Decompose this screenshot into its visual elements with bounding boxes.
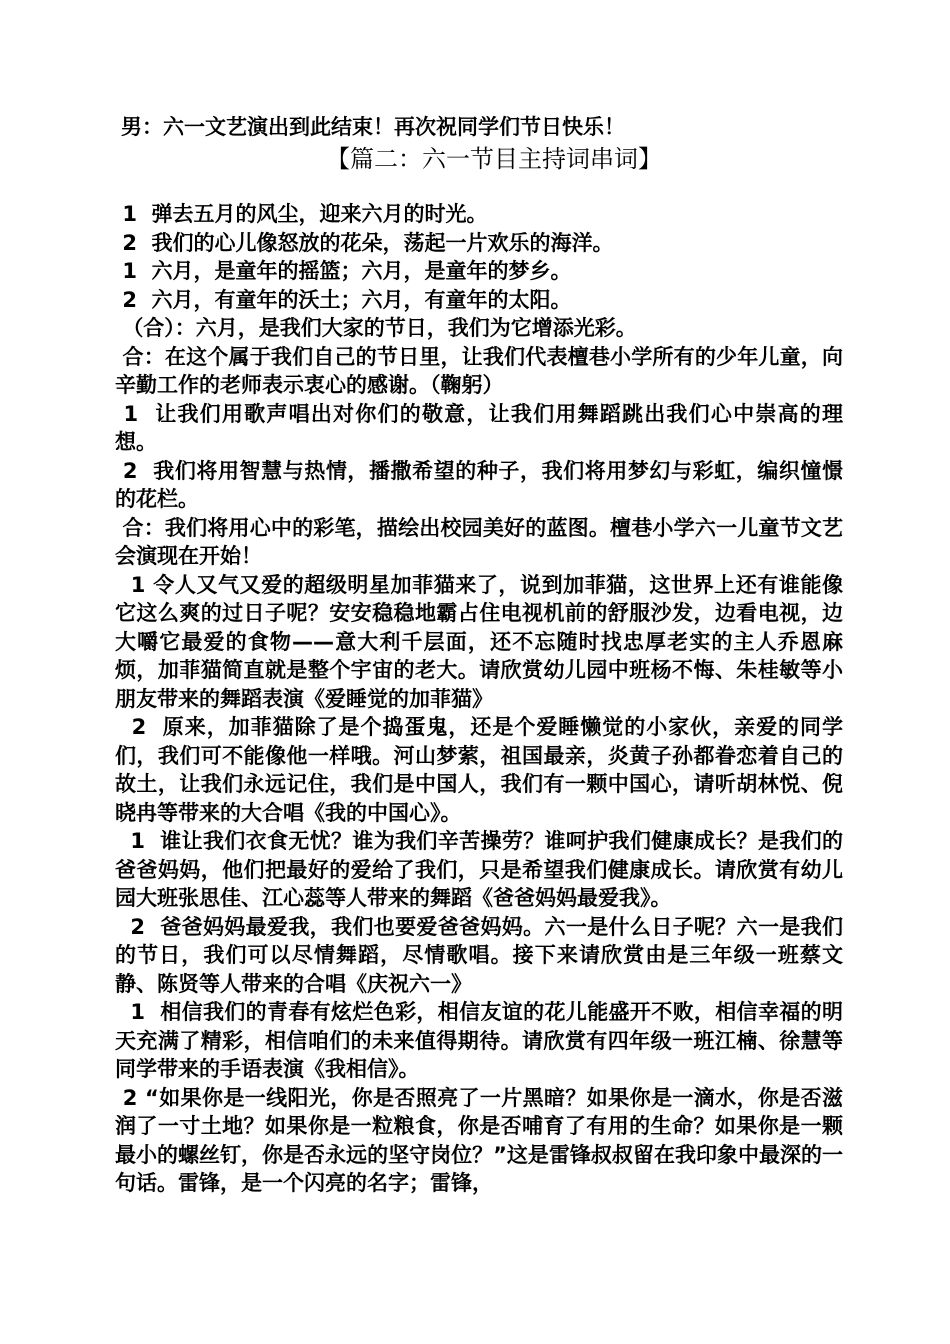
script-paragraph: 合：在这个属于我们自己的节日里，让我们代表檀巷小学所有的少年儿童，向辛勤工作的老师表示衷心的感谢。（鞠躬） <box>115 344 844 397</box>
script-paragraph: 2 原来，加菲猫除了是个捣蛋鬼，还是个爱睡懒觉的小家伙，亲爱的同学们，我们可不能像他一样哦。河山梦萦，祖国最亲，炎黄子孙都眷恋着自己的故土，让我们永远记住，我们是中国人，我们有一颗中国心，请听胡林悦、倪晓冉等带来的大合唱《我的中国心》。 <box>115 715 844 825</box>
script-paragraph: 2 六月，有童年的沃土；六月，有童年的太阳。 <box>115 287 572 312</box>
script-paragraph: 2 “如果你是一线阳光，你是否照亮了一片黑暗？如果你是一滴水，你是否滋润了一寸土地？如果你是一粒粮食，你是否哺育了有用的生命？如果你是一颗最小的螺丝钉，你是否永远的坚守岗位？”这是雷锋叔叔留在我印象中最深的一句话。雷锋，是一个闪亮的名字；雷锋， <box>115 1085 843 1195</box>
script-paragraph: 1 谁让我们衣食无忧？谁为我们辛苦操劳？谁呵护我们健康成长？是我们的爸爸妈妈，他们把最好的爱给了我们，只是希望我们健康成长。请欣赏有幼儿园大班张思佳、江心蕊等人带来的舞蹈《爸爸妈妈最爱我》。 <box>115 829 844 910</box>
script-paragraph: 合：我们将用心中的彩笔，描绘出校园美好的蓝图。檀巷小学六一儿童节文艺会演现在开始！ <box>115 515 844 568</box>
script-paragraph: 2 我们将用智慧与热情，播撒希望的种子，我们将用梦幻与彩虹，编织憧憬的花栏。 <box>115 458 844 511</box>
script-paragraph: 1 相信我们的青春有炫烂色彩，相信友谊的花儿能盛开不败，相信幸福的明天充满了精彩，相信咱们的未来值得期待。请欣赏有四年级一班江楠、徐慧等同学带来的手语表演《我相信》。 <box>115 1000 844 1081</box>
script-paragraph: 1 弹去五月的风尘，迎来六月的时光。 <box>115 202 488 226</box>
script-body <box>115 200 843 1198</box>
script-paragraph: 2 我们的心儿像怒放的花朵，荡起一片欢乐的海洋。 <box>115 230 614 255</box>
script-paragraph: 2 爸爸妈妈最爱我，我们也要爱爸爸妈妈。六一是什么日子呢？六一是我们的节日，我们可以尽情舞蹈，尽情歌唱。接下来请欣赏由是三年级一班蔡文静、陈贤等人带来的合唱《庆祝六一》 <box>115 914 844 996</box>
script-paragraph: 1 令人又气又爱的超级明星加菲猫来了，说到加菲猫，这世界上还有谁能像它这么爽的过日子呢？安安稳稳地霸占住电视机前的舒服沙发，边看电视，边大嚼它最爱的食物——意大利千层面，还不忘随时找忠厚老实的主人乔恩麻烦，加菲猫简直就是整个宇宙的老大。请欣赏幼儿园中班杨不悔、朱桂敏等小朋友带来的舞蹈表演《爱睡觉的加菲猫》 <box>115 572 844 711</box>
script-paragraph: （合）：六月，是我们大家的节日，我们为它增添光彩。 <box>115 316 637 340</box>
section-heading: 【篇二：六一节目主持词串词】 <box>326 145 662 173</box>
script-paragraph: 1 六月，是童年的摇篮；六月，是童年的梦乡。 <box>115 259 572 283</box>
document-content <box>115 112 843 1198</box>
script-paragraph: 1 让我们用歌声唱出对你们的敬意，让我们用舞蹈跳出我们心中崇高的理想。 <box>115 401 844 454</box>
closing-line: 男：六一文艺演出到此结束！再次祝同学们节日快乐！ <box>121 115 625 139</box>
